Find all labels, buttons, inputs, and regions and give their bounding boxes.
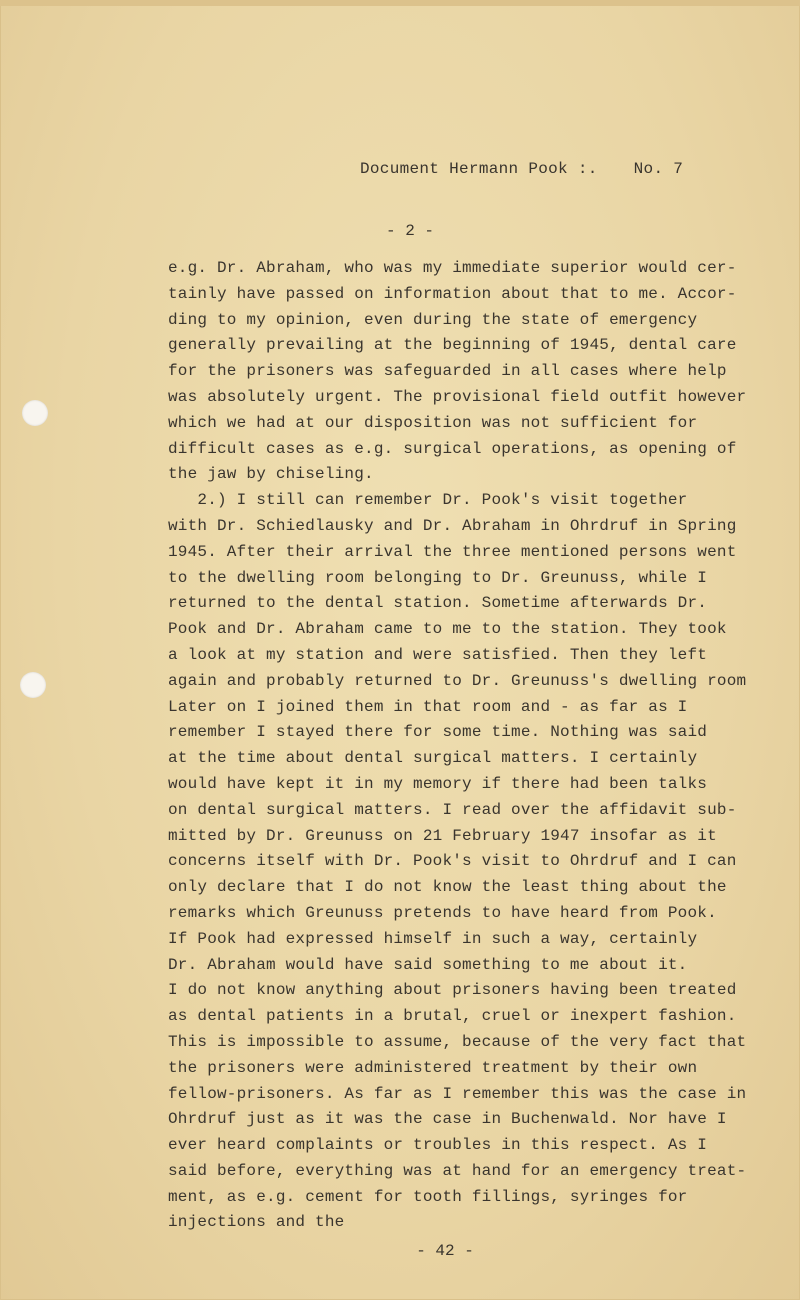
document-title: Document Hermann Pook :. [360, 160, 598, 178]
body-text [168, 256, 788, 1236]
text-line: ever heard complaints or troubles in this respect. As I [168, 1136, 708, 1155]
text-line: ding to my opinion, even during the state of emergency [168, 310, 698, 329]
text-line: remember I stayed there for some time. Nothing was said [168, 723, 708, 742]
text-line: at the time about dental surgical matters. I certainly [168, 749, 698, 768]
text-line: on dental surgical matters. I read over the affidavit sub- [168, 800, 737, 819]
page-number-bottom: - 42 - [416, 1242, 474, 1260]
text-line: Later on I joined them in that room and - as far as I [168, 697, 688, 716]
text-line: to the dwelling room belonging to Dr. Greunuss, while I [168, 568, 708, 587]
punch-hole-lower [20, 672, 46, 698]
text-line: injections and the [168, 1213, 345, 1232]
text-line: mitted by Dr. Greunuss on 21 February 1947 insofar as it [168, 826, 717, 845]
text-line: This is impossible to assume, because of the very fact that [168, 1032, 747, 1051]
text-line: a look at my station and were satisfied. Then they left [168, 645, 708, 664]
text-line: would have kept it in my memory if there had been talks [168, 774, 708, 793]
text-line: tainly have passed on information about that to me. Accor- [168, 284, 737, 303]
document-header [360, 160, 683, 178]
text-line: again and probably returned to Dr. Greunuss's dwelling room [168, 671, 747, 690]
document-number: No. 7 [633, 160, 684, 178]
text-line: generally prevailing at the beginning of 1945, dental care [168, 336, 737, 355]
text-line: e.g. Dr. Abraham, who was my immediate superior would cer- [168, 259, 737, 277]
text-line: was absolutely urgent. The provisional field outfit however [168, 387, 747, 406]
text-line: returned to the dental station. Sometime afterwards Dr. [168, 594, 708, 613]
page-number-top: - 2 - [385, 222, 434, 240]
text-line: with Dr. Schiedlausky and Dr. Abraham in Ohrdruf in Spring [168, 516, 737, 535]
text-line: fellow-prisoners. As far as I remember this was the case in [168, 1084, 747, 1103]
text-line: the prisoners were administered treatment by their own [168, 1058, 698, 1077]
text-line: as dental patients in a brutal, cruel or inexpert fashion. [168, 1007, 737, 1026]
text-line: only declare that I do not know the least thing about the [168, 878, 727, 897]
text-line: I do not know anything about prisoners having been treated [168, 981, 737, 1000]
punch-hole-upper [22, 400, 48, 426]
text-line: said before, everything was at hand for an emergency treat- [168, 1161, 747, 1180]
text-line: Pook and Dr. Abraham came to me to the station. They took [168, 620, 727, 639]
text-line: Ohrdruf just as it was the case in Buchenwald. Nor have I [168, 1110, 727, 1129]
text-line: concerns itself with Dr. Pook's visit to Ohrdruf and I can [168, 852, 737, 871]
text-line: which we had at our disposition was not sufficient for [168, 413, 698, 432]
text-line: for the prisoners was safeguarded in all cases where help [168, 362, 727, 381]
text-line: 2.) I still can remember Dr. Pook's visit together [168, 491, 688, 510]
text-line: If Pook had expressed himself in such a way, certainly [168, 929, 698, 948]
text-line: 1945. After their arrival the three mentioned persons went [168, 542, 737, 561]
page-edge [0, 0, 800, 6]
text-line: difficult cases as e.g. surgical operations, as opening of [168, 439, 737, 458]
text-line: the jaw by chiseling. [168, 465, 374, 484]
text-line: ment, as e.g. cement for tooth fillings, syringes for [168, 1187, 688, 1206]
text-line: remarks which Greunuss pretends to have heard from Pook. [168, 903, 717, 922]
text-line: Dr. Abraham would have said something to me about it. [168, 955, 688, 974]
